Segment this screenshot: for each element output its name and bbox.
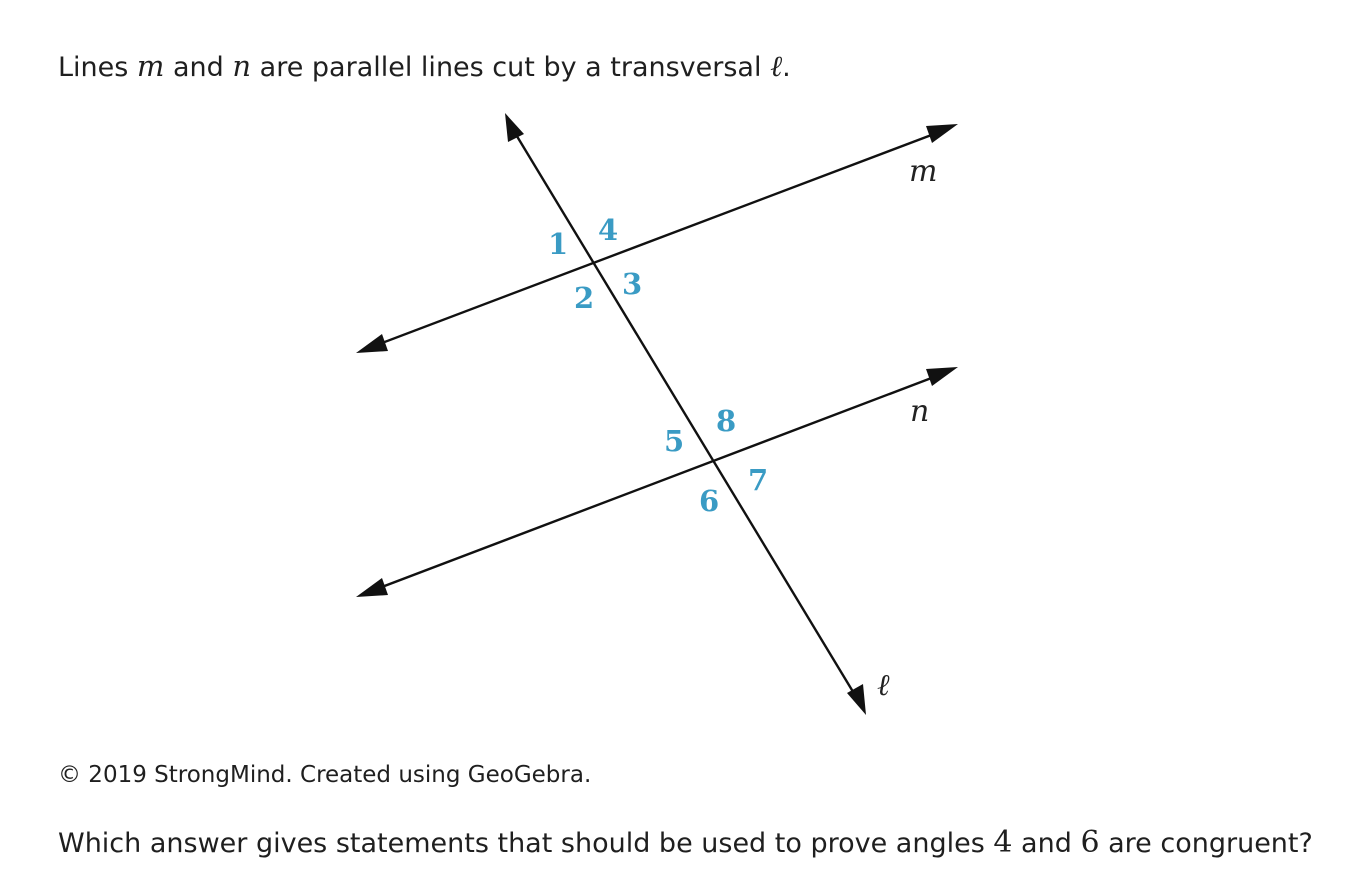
angle-label-1: 1	[548, 227, 569, 261]
line-n-arrow-left	[356, 578, 388, 597]
question-text-3: are congruent?	[1099, 828, 1313, 859]
statement-text-3: are parallel lines cut by a transversal	[251, 52, 771, 83]
variable-m: m	[136, 49, 165, 83]
statement-text-1: Lines	[58, 52, 137, 83]
line-m-arrow-left	[356, 334, 388, 353]
question-angle-4: 4	[993, 825, 1013, 860]
question-text-2: and	[1012, 828, 1081, 859]
image-credit: © 2019 StrongMind. Created using GeoGebra.	[58, 762, 592, 788]
variable-ell: ℓ	[770, 49, 783, 83]
question-text	[58, 820, 1313, 867]
line-n	[374, 374, 942, 590]
statement-text-4: .	[782, 52, 791, 83]
angle-label-3: 3	[622, 267, 643, 301]
line-transversal	[512, 128, 858, 700]
angle-label-7: 7	[748, 463, 769, 497]
question-text-1: Which answer gives statements that should be used to prove angles	[58, 828, 994, 859]
line-n-arrow-right	[926, 367, 958, 386]
line-label-m: m	[909, 154, 938, 189]
line-label-n: n	[910, 394, 930, 429]
statement-text-2: and	[164, 52, 233, 83]
line-m-arrow-right	[926, 124, 958, 143]
angle-label-8: 8	[716, 404, 737, 438]
angle-label-4: 4	[598, 213, 619, 247]
question-angle-6: 6	[1080, 825, 1100, 860]
angle-label-2: 2	[574, 281, 595, 315]
variable-n: n	[232, 49, 252, 83]
line-label-transversal: ℓ	[877, 668, 890, 703]
angle-label-6: 6	[699, 484, 720, 518]
transversal-arrow-top	[505, 113, 524, 142]
line-m	[374, 131, 942, 346]
angle-label-5: 5	[664, 424, 685, 458]
